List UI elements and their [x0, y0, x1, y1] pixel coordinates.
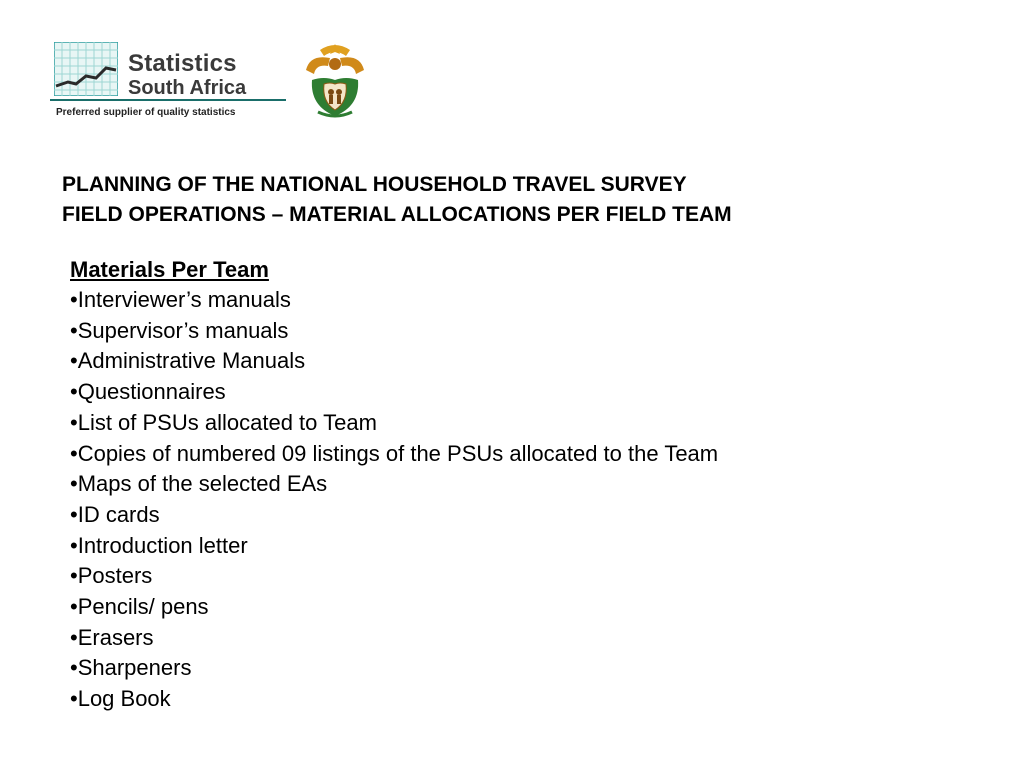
header-logos	[50, 38, 380, 124]
materials-list	[70, 285, 970, 715]
list-item: • ID cards	[70, 500, 970, 531]
list-item: • Administrative Manuals	[70, 346, 970, 377]
list-item: • Maps of the selected EAs	[70, 469, 970, 500]
title-line1: PLANNING OF THE NATIONAL HOUSEHOLD TRAVEL SURVEY	[62, 173, 687, 196]
list-item: • Copies of numbered 09 listings of the PSUs allocated to the Team	[70, 439, 970, 470]
materials-heading: Materials Per Team	[70, 257, 269, 282]
logo-divider	[50, 99, 286, 101]
list-item: • Supervisor’s manuals	[70, 316, 970, 347]
list-item: • Log Book	[70, 684, 970, 715]
south-africa-coat-of-arms-icon	[300, 40, 370, 120]
list-item: • Erasers	[70, 623, 970, 654]
materials-section	[70, 254, 970, 715]
list-item: • Posters	[70, 561, 970, 592]
list-item: • Interviewer’s manuals	[70, 285, 970, 316]
brand-name-line2: South Africa	[128, 77, 247, 99]
grid-chart-icon	[54, 42, 118, 96]
brand-name	[128, 52, 246, 98]
brand-name-line1: Statistics	[128, 50, 237, 77]
list-item: • List of PSUs allocated to Team	[70, 408, 970, 439]
page-title	[62, 170, 962, 230]
list-item: • Sharpeners	[70, 653, 970, 684]
title-line2: FIELD OPERATIONS – MATERIAL ALLOCATIONS PER FIELD TEAM	[62, 203, 732, 226]
list-item: • Introduction letter	[70, 531, 970, 562]
logo-tagline: Preferred supplier of quality statistics	[56, 107, 236, 118]
list-item: • Pencils/ pens	[70, 592, 970, 623]
list-item: • Questionnaires	[70, 377, 970, 408]
stats-sa-logo	[50, 38, 290, 124]
